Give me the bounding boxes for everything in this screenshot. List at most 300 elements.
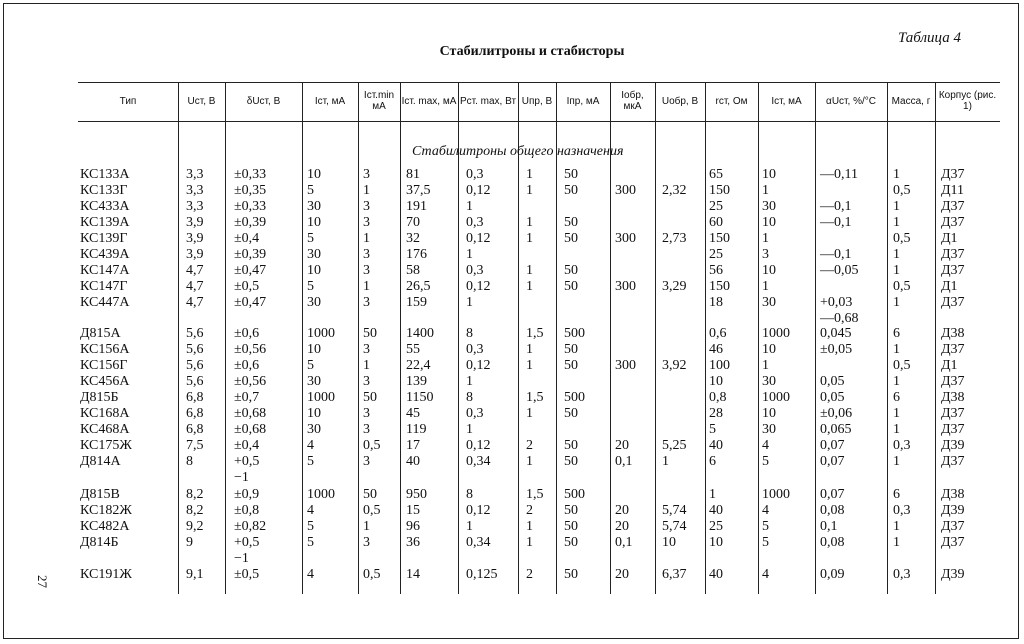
column-header: Iст.min мА (363, 90, 395, 112)
table-cell: 1 (526, 535, 533, 550)
table-cell: ±0,39 (234, 247, 267, 262)
table-cell: 1 (526, 519, 533, 534)
table-cell: ±0,7 (234, 390, 260, 405)
table-cell: 3,3 (186, 183, 204, 198)
table-cell: 0,12 (466, 503, 491, 518)
table-cell: 3 (363, 454, 370, 469)
column-rule (815, 82, 816, 594)
table-cell: 40 (709, 503, 723, 518)
table-cell: 500 (564, 326, 585, 341)
table-cell: 1 (762, 279, 769, 294)
table-cell: 1000 (307, 487, 335, 502)
table-cell: 1 (466, 422, 473, 437)
column-rule (178, 82, 179, 594)
table-cell: 50 (564, 342, 578, 357)
table-cell: 5,6 (186, 342, 204, 357)
table-cell: ±0,6 (234, 358, 260, 373)
table-cell: 0,3 (466, 263, 484, 278)
table-cell: 0,3 (466, 406, 484, 421)
table-cell: ±0,9 (234, 487, 260, 502)
table-cell: 8 (466, 326, 473, 341)
table-cell: 5 (307, 358, 314, 373)
table-cell: ±0,06 (820, 406, 853, 421)
table-cell: 1 (466, 247, 473, 262)
table-cell: 1 (762, 183, 769, 198)
table-cell: Д37 (941, 199, 965, 214)
table-cell: 0,05 (820, 374, 845, 389)
table-cell: ±0,5 (234, 567, 260, 582)
table-cell: −1 (234, 551, 249, 566)
table-cell: 5 (307, 183, 314, 198)
table-cell: 10 (762, 342, 776, 357)
table-cell: 8 (466, 487, 473, 502)
table-cell: 0,5 (893, 279, 911, 294)
table-cell: 139 (406, 374, 427, 389)
table-cell: ±0,68 (234, 406, 267, 421)
table-cell: 0,1 (820, 519, 838, 534)
table-cell: 22,4 (406, 358, 431, 373)
table-cell: 0,07 (820, 487, 845, 502)
table-cell: 50 (564, 503, 578, 518)
table-cell: 55 (406, 342, 420, 357)
table-cell: 3,92 (662, 358, 687, 373)
table-cell: 50 (564, 358, 578, 373)
table-cell: 4 (307, 503, 314, 518)
table-cell: Д1 (941, 279, 958, 294)
table-cell: 10 (307, 215, 321, 230)
table-cell: 1 (709, 487, 716, 502)
table-cell: 0,3 (893, 503, 911, 518)
table-cell: 0,08 (820, 535, 845, 550)
table-cell: 100 (709, 358, 730, 373)
table-cell: 5,74 (662, 503, 687, 518)
table-cell: 0,3 (466, 215, 484, 230)
table-cell: +0,03 (820, 295, 853, 310)
table-cell: 32 (406, 231, 420, 246)
table-cell: −1 (234, 470, 249, 485)
table-cell: 10 (662, 535, 676, 550)
table-cell: 1 (526, 263, 533, 278)
column-rule (358, 82, 359, 594)
row-type: Д815В (80, 487, 120, 502)
table-cell: 300 (615, 279, 636, 294)
row-type: КС439А (80, 247, 130, 262)
table-cell: 1000 (307, 326, 335, 341)
table-cell: 0,3 (893, 438, 911, 453)
table-cell: 1400 (406, 326, 434, 341)
table-cell: 5 (307, 279, 314, 294)
column-header: Uобр, В (661, 95, 699, 107)
table-cell: 2 (526, 503, 533, 518)
table-cell: 1 (363, 183, 370, 198)
table-cell: 8 (186, 454, 193, 469)
table-cell: 6 (893, 487, 900, 502)
column-rule (758, 82, 759, 594)
table-cell: 4 (762, 567, 769, 582)
row-type: КС139А (80, 215, 130, 230)
table-cell: 1 (363, 358, 370, 373)
table-cell: 4 (762, 438, 769, 453)
table-cell: 0,05 (820, 390, 845, 405)
table-cell: 0,34 (466, 535, 491, 550)
table-cell: 0,09 (820, 567, 845, 582)
column-rule (887, 82, 888, 594)
table-cell: 4 (307, 438, 314, 453)
table-cell: 1 (466, 519, 473, 534)
table-cell: 14 (406, 567, 420, 582)
table-cell: 30 (762, 422, 776, 437)
table-cell: 1 (893, 199, 900, 214)
table-cell: 10 (762, 406, 776, 421)
table-cell: Д39 (941, 567, 965, 582)
table-cell: 0,1 (615, 454, 633, 469)
column-header: δUст, В (246, 95, 281, 107)
table-cell: 0,5 (363, 503, 381, 518)
table-cell: Д37 (941, 247, 965, 262)
column-header: Корпус (рис. 1) (938, 90, 997, 112)
table-cell: 0,3 (466, 342, 484, 357)
table-cell: Д1 (941, 231, 958, 246)
table-cell: 10 (709, 535, 723, 550)
column-header: Тип (119, 95, 137, 107)
table-cell: ±0,68 (234, 422, 267, 437)
table-cell: 1 (762, 231, 769, 246)
table-cell: 5 (709, 422, 716, 437)
column-rule (225, 82, 226, 594)
row-type: КС147Г (80, 279, 128, 294)
table-cell: 176 (406, 247, 427, 262)
table-cell: 159 (406, 295, 427, 310)
table-cell: 5 (307, 519, 314, 534)
table-cell: 300 (615, 183, 636, 198)
table-cell: ±0,56 (234, 342, 267, 357)
table-cell: 5,6 (186, 374, 204, 389)
table-cell: 6,8 (186, 390, 204, 405)
table-cell: 1 (893, 247, 900, 262)
column-header: Масса, г (891, 95, 931, 107)
table-cell: 1 (363, 279, 370, 294)
row-type: КС456А (80, 374, 130, 389)
table-cell: 1 (893, 215, 900, 230)
table-cell: —0,05 (820, 263, 859, 278)
column-header: Iст, мА (771, 95, 802, 107)
table-cell: 5 (307, 231, 314, 246)
table-cell: 28 (709, 406, 723, 421)
row-type: КС139Г (80, 231, 128, 246)
table-cell: 50 (564, 183, 578, 198)
table-cell: 0,5 (893, 231, 911, 246)
table-cell: ±0,8 (234, 503, 260, 518)
table-cell: 0,12 (466, 183, 491, 198)
table-cell: 1 (893, 263, 900, 278)
table-cell: Д37 (941, 519, 965, 534)
table-cell: 18 (709, 295, 723, 310)
table-cell: 150 (709, 279, 730, 294)
column-header: Iпр, мА (566, 95, 600, 107)
table-cell: 4 (307, 567, 314, 582)
table-cell: +0,5 (234, 535, 260, 550)
table-cell: 6,8 (186, 422, 204, 437)
table-cell: 50 (564, 567, 578, 582)
table-cell: 0,045 (820, 326, 852, 341)
table-cell: Д37 (941, 167, 965, 182)
table-cell: 8,2 (186, 487, 204, 502)
table-cell: 1 (893, 406, 900, 421)
table-cell: 25 (709, 199, 723, 214)
table-cell: 1 (363, 231, 370, 246)
table-cell: 0,3 (893, 567, 911, 582)
table-cell: 3 (363, 263, 370, 278)
table-cell: ±0,39 (234, 215, 267, 230)
table-cell: ±0,6 (234, 326, 260, 341)
table-cell: 45 (406, 406, 420, 421)
table-cell: 9,2 (186, 519, 204, 534)
table-cell: 1 (893, 422, 900, 437)
table-cell: 50 (564, 406, 578, 421)
table-cell: 500 (564, 390, 585, 405)
table-cell: 9 (186, 535, 193, 550)
table-cell: 3 (762, 247, 769, 262)
column-header: Iст, мА (314, 95, 346, 107)
column-header: Uпр, В (521, 95, 553, 107)
row-type: КС168А (80, 406, 130, 421)
row-type: Д815А (80, 326, 121, 341)
table-cell: 1000 (762, 326, 790, 341)
table-cell: 30 (762, 374, 776, 389)
table-cell: Д38 (941, 390, 965, 405)
table-cell: ±0,5 (234, 279, 260, 294)
column-rule (655, 82, 656, 594)
table-cell: 36 (406, 535, 420, 550)
table-cell: 10 (307, 167, 321, 182)
table-cell: 6,37 (662, 567, 687, 582)
table-cell: 1 (466, 374, 473, 389)
table-cell: ±0,82 (234, 519, 267, 534)
table-cell: 5 (307, 535, 314, 550)
table-cell: 0,12 (466, 231, 491, 246)
table-cell: —0,1 (820, 215, 852, 230)
table-cell: 0,12 (466, 358, 491, 373)
table-cell: 1 (893, 167, 900, 182)
column-header: Iобр, мкА (621, 90, 644, 112)
table-cell: 0,065 (820, 422, 852, 437)
column-header: rст, Ом (715, 95, 748, 107)
table-cell: 40 (709, 438, 723, 453)
table-cell: 1 (466, 295, 473, 310)
table-cell: 300 (615, 358, 636, 373)
row-type: КС191Ж (80, 567, 132, 582)
table-cell: 50 (564, 454, 578, 469)
table-cell: 50 (564, 231, 578, 246)
table-cell: ±0,47 (234, 263, 267, 278)
table-cell: 3 (363, 247, 370, 262)
table-cell: 5 (762, 454, 769, 469)
row-type: Д814Б (80, 535, 119, 550)
table-cell: 30 (307, 199, 321, 214)
table-cell: —0,1 (820, 247, 852, 262)
table-cell: 50 (363, 487, 377, 502)
table-cell: 1,5 (526, 326, 544, 341)
table-number: Таблица 4 (898, 30, 961, 46)
table-cell: 3,9 (186, 215, 204, 230)
table-cell: 58 (406, 263, 420, 278)
table-cell: 10 (307, 406, 321, 421)
table-cell: 0,07 (820, 438, 845, 453)
table-cell: 20 (615, 519, 629, 534)
table-cell: Д37 (941, 295, 965, 310)
table-cell: 30 (762, 295, 776, 310)
table-cell: 5,25 (662, 438, 687, 453)
table-cell: 2,73 (662, 231, 687, 246)
table-cell: 50 (564, 535, 578, 550)
table-cell: 4 (762, 503, 769, 518)
table-cell: 2 (526, 567, 533, 582)
table-cell: 0,07 (820, 454, 845, 469)
table-cell: 50 (564, 263, 578, 278)
table-cell: ±0,05 (820, 342, 853, 357)
table-cell: 7,5 (186, 438, 204, 453)
table-cell: 1 (526, 215, 533, 230)
table-cell: 0,5 (893, 358, 911, 373)
table-cell: 15 (406, 503, 420, 518)
table-cell: 60 (709, 215, 723, 230)
table-cell: 3 (363, 406, 370, 421)
table-cell: 65 (709, 167, 723, 182)
table-cell: 2,32 (662, 183, 687, 198)
table-cell: ±0,33 (234, 199, 267, 214)
table-cell: Д1 (941, 358, 958, 373)
row-type: КС156Г (80, 358, 128, 373)
table-cell: Д38 (941, 487, 965, 502)
table-cell: 6 (893, 390, 900, 405)
table-cell: 1 (526, 167, 533, 182)
table-cell: 1 (662, 454, 669, 469)
table-cell: 8 (466, 390, 473, 405)
table-cell: 1,5 (526, 487, 544, 502)
table-cell: 50 (363, 390, 377, 405)
table-cell: 50 (363, 326, 377, 341)
table-cell: 20 (615, 438, 629, 453)
table-cell: 150 (709, 231, 730, 246)
row-type: КС182Ж (80, 503, 132, 518)
table-cell: 0,34 (466, 454, 491, 469)
table-cell: 2 (526, 438, 533, 453)
table-cell: 10 (307, 263, 321, 278)
table-cell: 96 (406, 519, 420, 534)
table-cell: 5,6 (186, 326, 204, 341)
row-type: КС133Г (80, 183, 128, 198)
row-type: КС482А (80, 519, 130, 534)
table-cell: 1 (526, 279, 533, 294)
table-cell: 1 (893, 535, 900, 550)
table-cell: Д37 (941, 374, 965, 389)
table-cell: 5 (762, 535, 769, 550)
table-cell: 40 (406, 454, 420, 469)
table-cell: 191 (406, 199, 427, 214)
table-cell: 81 (406, 167, 420, 182)
table-cell: ±0,4 (234, 231, 260, 246)
column-rule (705, 82, 706, 594)
row-type: КС468А (80, 422, 130, 437)
table-cell: Д38 (941, 326, 965, 341)
table-cell: 30 (307, 422, 321, 437)
table-cell: 1000 (762, 487, 790, 502)
table-cell: +0,5 (234, 454, 260, 469)
table-cell: 1 (893, 454, 900, 469)
table-cell: 5,6 (186, 358, 204, 373)
column-header: αUст, %/°C (826, 95, 876, 107)
table-cell: 30 (762, 199, 776, 214)
table-cell: 3 (363, 422, 370, 437)
table-cell: 1 (762, 358, 769, 373)
table-cell: 0,1 (615, 535, 633, 550)
table-cell: 10 (709, 374, 723, 389)
row-type: КС175Ж (80, 438, 132, 453)
row-type: КС433А (80, 199, 130, 214)
table-cell: 10 (762, 215, 776, 230)
table-cell: 5 (762, 519, 769, 534)
table-cell: 4,7 (186, 295, 204, 310)
table-cell: 0,125 (466, 567, 498, 582)
table-cell: 3 (363, 199, 370, 214)
row-type: КС447А (80, 295, 130, 310)
table-cell: 46 (709, 342, 723, 357)
table-cell: 1150 (406, 390, 434, 405)
table-cell: 30 (307, 247, 321, 262)
table-cell: 4,7 (186, 263, 204, 278)
table-cell: 20 (615, 503, 629, 518)
table-cell: 3 (363, 215, 370, 230)
row-type: КС133А (80, 167, 130, 182)
table-cell: ±0,56 (234, 374, 267, 389)
table-cell: 10 (762, 167, 776, 182)
table-cell: ±0,4 (234, 438, 260, 453)
table-cell: 0,5 (363, 438, 381, 453)
table-cell: 0,5 (363, 567, 381, 582)
table-cell: 1 (526, 358, 533, 373)
column-header: Uст, В (187, 95, 216, 107)
table-cell: 950 (406, 487, 427, 502)
table-cell: 3 (363, 295, 370, 310)
table-cell: —0,11 (820, 167, 858, 182)
page-number: 27 (35, 575, 50, 588)
table-cell: 40 (709, 567, 723, 582)
table-cell: ±0,47 (234, 295, 267, 310)
table-cell: ±0,35 (234, 183, 267, 198)
column-header: Iст. max, мА (401, 95, 457, 107)
table-cell: 1 (526, 231, 533, 246)
table-cell: 3,3 (186, 199, 204, 214)
table-cell: 10 (307, 342, 321, 357)
column-rule (935, 82, 936, 594)
table-cell: 1 (466, 199, 473, 214)
table-cell: 25 (709, 519, 723, 534)
row-type: КС147А (80, 263, 130, 278)
table-cell: Д37 (941, 342, 965, 357)
table-cell: 1 (893, 342, 900, 357)
table-cell: 9,1 (186, 567, 204, 582)
table-cell: 300 (615, 231, 636, 246)
column-header: Pст. max, Вт (459, 95, 517, 107)
column-rule (302, 82, 303, 594)
table-cell: 1000 (307, 390, 335, 405)
table-cell: 0,6 (709, 326, 727, 341)
table-cell: 25 (709, 247, 723, 262)
column-rule (400, 82, 401, 594)
table-cell: 1 (363, 519, 370, 534)
table-cell: 119 (406, 422, 427, 437)
table-cell: 26,5 (406, 279, 431, 294)
